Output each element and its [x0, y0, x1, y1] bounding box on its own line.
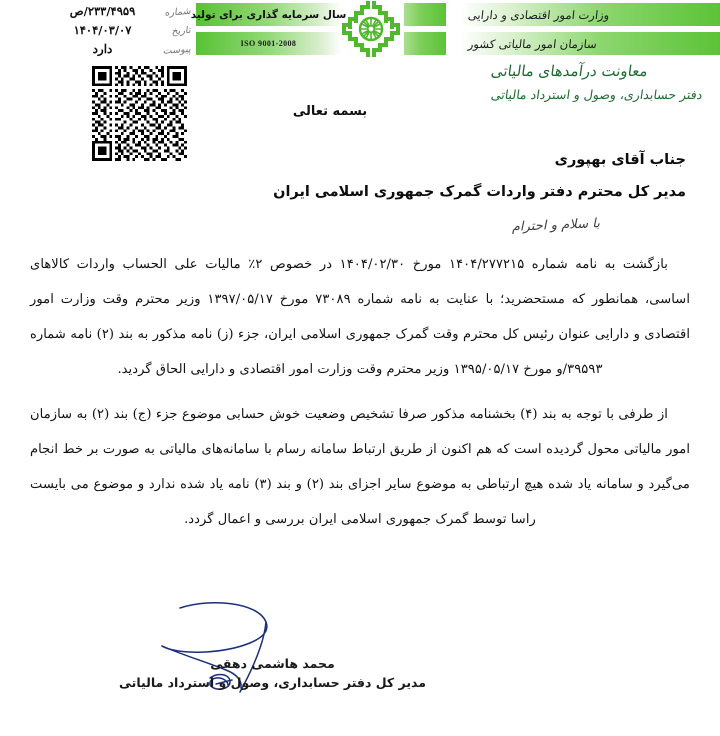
- issuing-office-name: دفتر حسابداری، وصول و استرداد مالیاتی: [489, 86, 704, 102]
- ministry-name-line2: سازمان امور مالیاتی کشور: [467, 36, 598, 51]
- body-paragraph-1: بازگشت به نامه شماره ۱۴۰۴/۲۷۷۲۱۵ مورخ ۱۴۰۴/۰۲/۳۰ در خصوص ۲٪ مالیات علی الحساب واردات کالاهای اساسی، همانطور که مستحضرید؛ با عنایت به نامه شماره ۷۳۰۸۹ مورخ ۱۳۹۷/۰۵/۱۷ وزیر محترم وقت وزارت امور اقتصادی و دارایی عنوان رئیس کل محترم وقت گمرک جمهوری اسلامی ایران، جزء (ز) نامه مذکور به بند (۲) نامه شماره ۳۹۵۹۳/و مورخ ۱۳۹۵/۰۵/۱۷ وزیر محترم وقت وزارت امور اقتصادی و دارایی الحاق گردید.: [30, 257, 690, 377]
- accent-band-1: [404, 3, 446, 26]
- reference-number-label: شماره: [164, 5, 192, 19]
- reference-date-row: [46, 23, 191, 40]
- attachment-row: [46, 42, 191, 59]
- invocation-text: بسمه تعالی: [292, 104, 368, 119]
- iso-certification-label: ISO 9001-2008: [240, 39, 297, 48]
- signatory-info: [0, 654, 545, 693]
- letter-body: [30, 248, 690, 548]
- accent-bands: [404, 3, 446, 55]
- reference-number-row: [46, 4, 191, 21]
- slogan-band: [190, 3, 347, 26]
- year-slogan: سال سرمایه گذاری برای تولید: [190, 8, 347, 21]
- signatory-role: مدیر کل دفتر حسابداری، وصول و استرداد مالیاتی: [119, 675, 426, 691]
- ministry-band-2: [460, 32, 720, 55]
- attachment-value: دارد: [92, 42, 113, 56]
- body-paragraph-2: از طرفی با توجه به بند (۴) بخشنامه مذکور صرفا تشخیص وضعیت خوش حسابی موضوع جزء (ج) بند (۲) به سازمان امور مالیاتی محول گردیده است که هم اکنون از طریق ارتباط سامانه رسام با سامانه‌های مالیاتی به صورت بر خط انجام می‌گیرد و سامانه یاد شده هیچ ارتباطی به موضوع سایر اجزای بند (۲) و بند (۳) نامه یاد شده ندارد و موضوع می بایست راسا توسط گمرک جمهوری اسلامی ایران بررسی و اعمال گردد.: [30, 406, 690, 527]
- ministry-bands: [460, 3, 720, 55]
- reference-date-value: ۱۴۰۴/۰۳/۰۷: [73, 23, 132, 37]
- accent-band-2: [404, 32, 446, 55]
- iso-band: [196, 32, 341, 55]
- deputy-department-name: معاونت درآمدهای مالیاتی: [489, 62, 649, 80]
- ministry-name-line1: وزارت امور اقتصادی و دارایی: [467, 7, 611, 22]
- handwritten-greeting: با سلام و احترام: [510, 216, 602, 235]
- ministry-band-1: [460, 3, 720, 26]
- addressee-block: [126, 152, 686, 200]
- tax-organization-emblem-icon: [340, 1, 402, 57]
- reference-block: [46, 4, 191, 61]
- reference-number-value: ۲۳۳/۴۹۵۹/ص: [69, 4, 136, 18]
- signatory-name: محمد هاشمی دهقی: [210, 656, 335, 671]
- slogan-bands: [190, 3, 347, 55]
- reference-date-label: تاریخ: [171, 24, 192, 38]
- addressee-name: جناب آقای بهپوری: [554, 152, 686, 168]
- attachment-label: پیوست: [162, 43, 192, 57]
- addressee-title: مدیر کل محترم دفتر واردات گمرک جمهوری اسلامی ایران: [273, 184, 686, 200]
- issuing-office-block: [491, 60, 702, 105]
